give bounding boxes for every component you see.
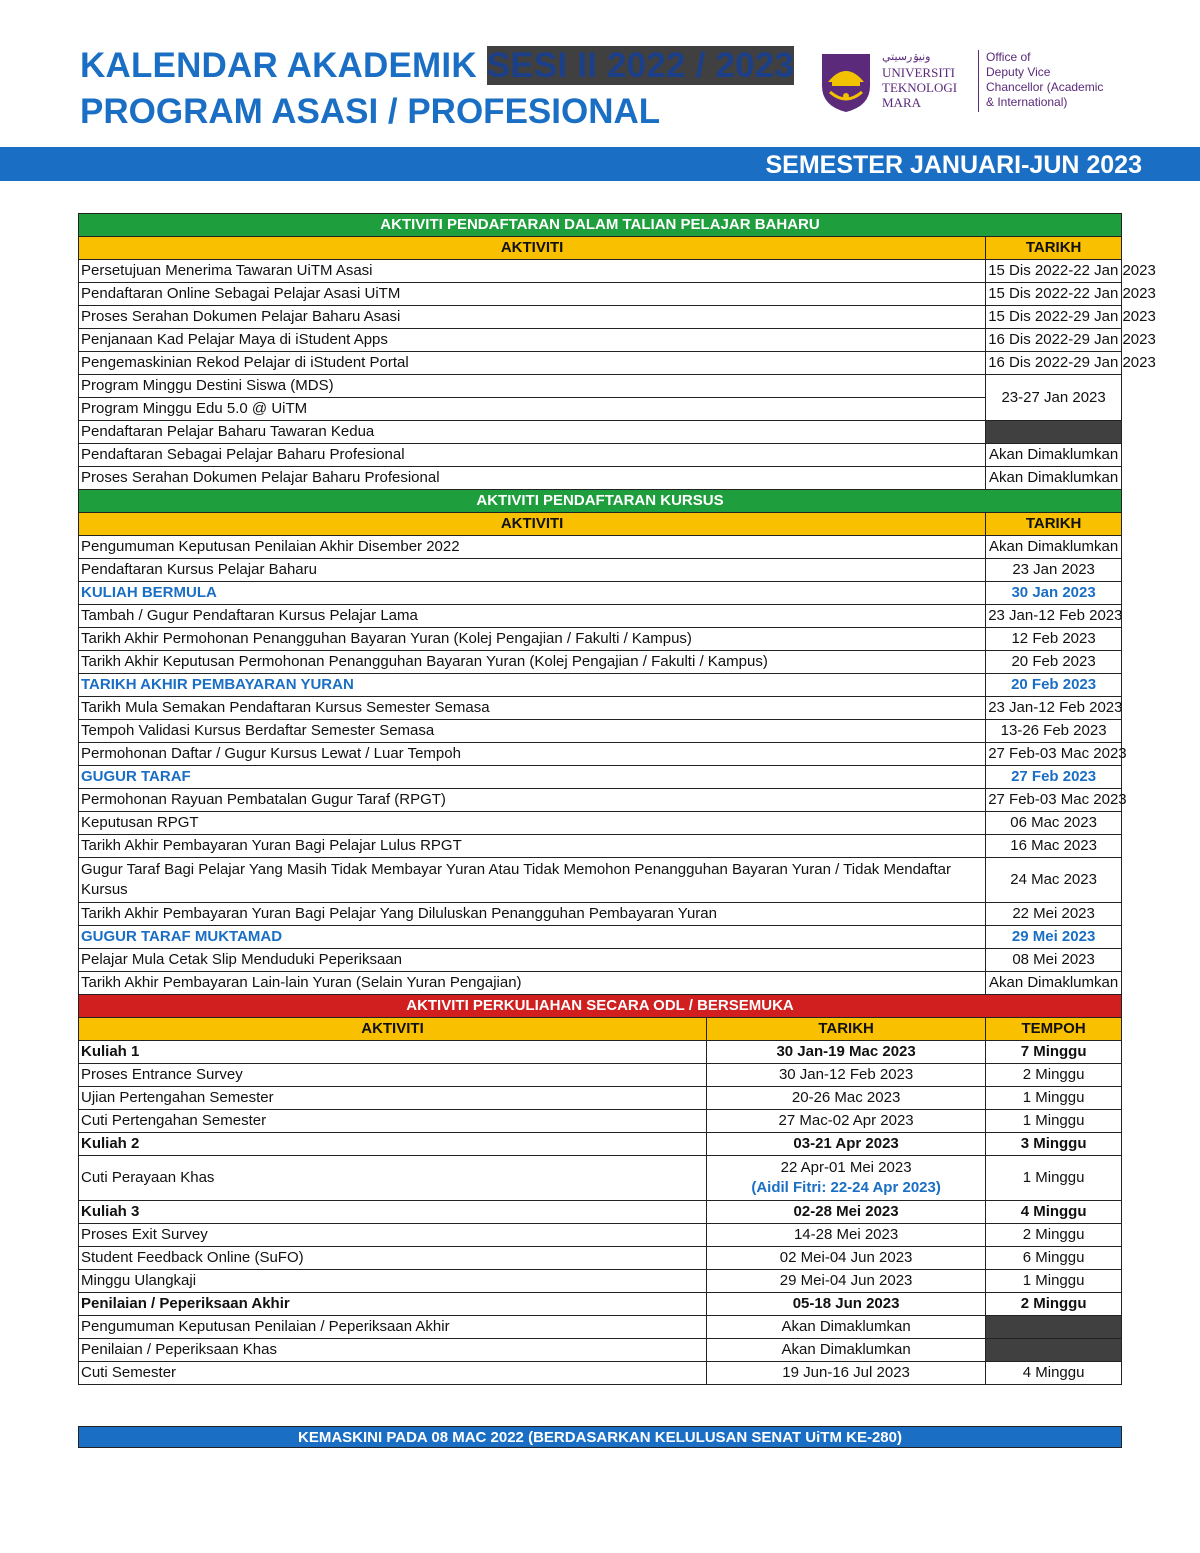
page-subtitle: PROGRAM ASASI / PROFESIONAL — [80, 92, 661, 131]
semester-banner — [0, 147, 1200, 181]
section-header-row — [79, 214, 1122, 237]
activity-cell: Kuliah 1 — [79, 1041, 707, 1064]
activity-cell: Cuti Pertengahan Semester — [79, 1110, 707, 1133]
activity-cell: Minggu Ulangkaji — [79, 1270, 707, 1293]
date-cell: 27 Feb 2023 — [986, 766, 1122, 789]
activity-cell: Pelajar Mula Cetak Slip Menduduki Peperiksaan — [79, 949, 986, 972]
table-row — [79, 444, 1122, 467]
table-row — [79, 674, 1122, 697]
office-name — [986, 50, 1103, 110]
table-row — [79, 1041, 1122, 1064]
date-cell: 15 Dis 2022-22 Jan 2023 — [986, 283, 1122, 306]
title-part-a: KALENDAR AKADEMIK — [80, 46, 477, 85]
activity-cell: Proses Serahan Dokumen Pelajar Baharu Asasi — [79, 306, 986, 329]
column-header-duration: TEMPOH — [986, 1018, 1122, 1041]
duration-cell-blank — [986, 1316, 1122, 1339]
date-cell: 16 Mac 2023 — [986, 835, 1122, 858]
date-cell: 15 Dis 2022-29 Jan 2023 — [986, 306, 1122, 329]
table-row — [79, 283, 1122, 306]
festive-date: 22 Apr-01 Mei 2023 — [780, 1159, 912, 1176]
table-row — [79, 1133, 1122, 1156]
calendar-body — [79, 214, 1156, 1385]
activity-cell: Pengumuman Keputusan Penilaian / Peperiksaan Akhir — [79, 1316, 707, 1339]
university-name — [882, 50, 957, 110]
activity-cell: Proses Entrance Survey — [79, 1064, 707, 1087]
date-cell: 14-28 Mei 2023 — [706, 1224, 985, 1247]
date-cell: 20-26 Mac 2023 — [706, 1087, 985, 1110]
date-cell: 12 Feb 2023 — [986, 628, 1122, 651]
date-cell: 08 Mei 2023 — [986, 949, 1122, 972]
activity-cell: Cuti Perayaan Khas — [79, 1156, 707, 1201]
date-cell: 03-21 Apr 2023 — [706, 1133, 985, 1156]
date-cell — [706, 1156, 985, 1201]
activity-cell: Proses Serahan Dokumen Pelajar Baharu Profesional — [79, 467, 986, 490]
date-cell: 15 Dis 2022-22 Jan 2023 — [986, 260, 1122, 283]
duration-cell: 2 Minggu — [986, 1064, 1122, 1087]
table-row — [79, 352, 1122, 375]
activity-cell: Penilaian / Peperiksaan Khas — [79, 1339, 707, 1362]
activity-cell: Pengumuman Keputusan Penilaian Akhir Disember 2022 — [79, 536, 986, 559]
activity-cell: Persetujuan Menerima Tawaran UiTM Asasi — [79, 260, 986, 283]
activity-cell: Tarikh Akhir Pembayaran Yuran Bagi Pelajar Lulus RPGT — [79, 835, 986, 858]
date-cell: 30 Jan-19 Mac 2023 — [706, 1041, 985, 1064]
table-row — [79, 1270, 1122, 1293]
table-row — [79, 375, 1122, 398]
table-row — [79, 1224, 1122, 1247]
date-cell: Akan Dimaklumkan — [986, 467, 1122, 490]
duration-cell: 3 Minggu — [986, 1133, 1122, 1156]
duration-cell: 2 Minggu — [986, 1293, 1122, 1316]
date-cell: 27 Feb-03 Mac 2023 — [986, 789, 1122, 812]
activity-cell: Pendaftaran Pelajar Baharu Tawaran Kedua — [79, 421, 986, 444]
section-header-row — [79, 490, 1122, 513]
column-header-row — [79, 237, 1122, 260]
update-footer: KEMASKINI PADA 08 MAC 2022 (BERDASARKAN KELULUSAN SENAT UiTM KE-280) — [78, 1426, 1122, 1448]
section-title: AKTIVITI PENDAFTARAN DALAM TALIAN PELAJAR BAHARU — [79, 214, 1122, 237]
activity-cell: Permohonan Rayuan Pembatalan Gugur Taraf (RPGT) — [79, 789, 986, 812]
activity-cell: Program Minggu Destini Siswa (MDS) — [79, 375, 986, 398]
table-row — [79, 536, 1122, 559]
activity-cell: Program Minggu Edu 5.0 @ UiTM — [79, 398, 986, 421]
date-cell: Akan Dimaklumkan — [986, 444, 1122, 467]
table-row — [79, 1247, 1122, 1270]
office-name-line: Office of — [986, 50, 1031, 64]
duration-cell: 2 Minggu — [986, 1224, 1122, 1247]
table-row — [79, 1110, 1122, 1133]
activity-cell: Pendaftaran Online Sebagai Pelajar Asasi UiTM — [79, 283, 986, 306]
table-row — [79, 743, 1122, 766]
table-row — [79, 1201, 1122, 1224]
activity-cell: Kuliah 2 — [79, 1133, 707, 1156]
activity-cell: Pendaftaran Kursus Pelajar Baharu — [79, 559, 986, 582]
table-row — [79, 789, 1122, 812]
activity-cell: Tarikh Akhir Pembayaran Yuran Bagi Pelajar Yang Diluluskan Penangguhan Pembayaran Yuran — [79, 903, 986, 926]
university-name-line: MARA — [882, 95, 922, 110]
table-row — [79, 835, 1122, 858]
date-cell: Akan Dimaklumkan — [986, 972, 1122, 995]
activity-cell: Cuti Semester — [79, 1362, 707, 1385]
duration-cell: 1 Minggu — [986, 1087, 1122, 1110]
duration-cell: 1 Minggu — [986, 1110, 1122, 1133]
table-row — [79, 467, 1122, 490]
table-row — [79, 720, 1122, 743]
date-cell: 23-27 Jan 2023 — [986, 375, 1122, 421]
column-header-row — [79, 513, 1122, 536]
activity-cell: Pendaftaran Sebagai Pelajar Baharu Profesional — [79, 444, 986, 467]
activity-cell: Tempoh Validasi Kursus Berdaftar Semester Semasa — [79, 720, 986, 743]
table-row — [79, 1316, 1122, 1339]
title-part-b: SESI II 2022 / 2023 — [486, 46, 795, 85]
column-header-date: TARIKH — [706, 1018, 985, 1041]
date-cell: 20 Feb 2023 — [986, 674, 1122, 697]
duration-cell: 6 Minggu — [986, 1247, 1122, 1270]
activity-cell: GUGUR TARAF MUKTAMAD — [79, 926, 986, 949]
table-row — [79, 306, 1122, 329]
uitm-logo — [820, 48, 1120, 118]
uitm-crest-icon — [820, 52, 872, 114]
date-cell: 23 Jan-12 Feb 2023 — [986, 697, 1122, 720]
table-row — [79, 972, 1122, 995]
table-row — [79, 421, 1122, 444]
table-row — [79, 949, 1122, 972]
table-row — [79, 398, 1122, 421]
table-row — [79, 1087, 1122, 1110]
date-cell: Akan Dimaklumkan — [986, 536, 1122, 559]
column-header-row — [79, 1018, 1122, 1041]
date-cell: 19 Jun-16 Jul 2023 — [706, 1362, 985, 1385]
activity-cell: Tarikh Akhir Pembayaran Lain-lain Yuran (Selain Yuran Pengajian) — [79, 972, 986, 995]
activity-cell: Permohonan Daftar / Gugur Kursus Lewat / Luar Tempoh — [79, 743, 986, 766]
date-cell-blank — [986, 421, 1122, 444]
semester-banner-label: SEMESTER JANUARI-JUN 2023 — [765, 151, 1142, 179]
table-row — [79, 329, 1122, 352]
office-name-line: & International) — [986, 95, 1068, 109]
date-cell: 16 Dis 2022-29 Jan 2023 — [986, 352, 1122, 375]
date-cell: 27 Feb-03 Mac 2023 — [986, 743, 1122, 766]
date-cell: 23 Jan 2023 — [986, 559, 1122, 582]
date-cell: Akan Dimaklumkan — [706, 1316, 985, 1339]
table-row — [79, 697, 1122, 720]
university-name-line: TEKNOLOGI — [882, 80, 958, 95]
column-header-date: TARIKH — [986, 513, 1122, 536]
table-row — [79, 766, 1122, 789]
date-cell: 22 Mei 2023 — [986, 903, 1122, 926]
table-row — [79, 605, 1122, 628]
date-cell: 20 Feb 2023 — [986, 651, 1122, 674]
university-name-line: UNIVERSITI — [882, 65, 955, 80]
date-cell: 30 Jan 2023 — [986, 582, 1122, 605]
table-row — [79, 1293, 1122, 1316]
date-cell: Akan Dimaklumkan — [706, 1339, 985, 1362]
column-header-activity: AKTIVITI — [79, 1018, 707, 1041]
activity-cell: Proses Exit Survey — [79, 1224, 707, 1247]
date-cell: 29 Mei 2023 — [986, 926, 1122, 949]
date-cell: 02 Mei-04 Jun 2023 — [706, 1247, 985, 1270]
date-cell: 24 Mac 2023 — [986, 858, 1122, 903]
duration-cell: 4 Minggu — [986, 1362, 1122, 1385]
section-title: AKTIVITI PERKULIAHAN SECARA ODL / BERSEMUKA — [79, 995, 1122, 1018]
date-cell: 13-26 Feb 2023 — [986, 720, 1122, 743]
activity-cell: Pengemaskinian Rekod Pelajar di iStudent Portal — [79, 352, 986, 375]
date-cell: 06 Mac 2023 — [986, 812, 1122, 835]
column-header-activity: AKTIVITI — [79, 513, 986, 536]
university-name-arabic: ونيۏرسيتي — [882, 51, 931, 63]
table-row — [79, 858, 1122, 903]
column-header-date: TARIKH — [986, 237, 1122, 260]
date-cell: 27 Mac-02 Apr 2023 — [706, 1110, 985, 1133]
activity-cell: Gugur Taraf Bagi Pelajar Yang Masih Tidak Membayar Yuran Atau Tidak Memohon Penangguhan Bayaran Yuran / Tidak Mendaftar Kursus — [79, 858, 986, 903]
table-row — [79, 1362, 1122, 1385]
date-cell: 29 Mei-04 Jun 2023 — [706, 1270, 985, 1293]
date-cell: 23 Jan-12 Feb 2023 — [986, 605, 1122, 628]
duration-cell-blank — [986, 1339, 1122, 1362]
table-row — [79, 582, 1122, 605]
section-header-row — [79, 995, 1122, 1018]
date-cell: 30 Jan-12 Feb 2023 — [706, 1064, 985, 1087]
section-title: AKTIVITI PENDAFTARAN KURSUS — [79, 490, 1122, 513]
column-header-activity: AKTIVITI — [79, 237, 986, 260]
date-cell: 05-18 Jun 2023 — [706, 1293, 985, 1316]
activity-cell: Tambah / Gugur Pendaftaran Kursus Pelajar Lama — [79, 605, 986, 628]
activity-cell: Penjanaan Kad Pelajar Maya di iStudent Apps — [79, 329, 986, 352]
activity-cell: TARIKH AKHIR PEMBAYARAN YURAN — [79, 674, 986, 697]
activity-cell: Tarikh Akhir Keputusan Permohonan Penangguhan Bayaran Yuran (Kolej Pengajian / Fakulti / Kampus) — [79, 651, 986, 674]
table-row — [79, 1339, 1122, 1362]
activity-cell: Tarikh Akhir Permohonan Penangguhan Bayaran Yuran (Kolej Pengajian / Fakulti / Kampus) — [79, 628, 986, 651]
logo-divider — [978, 50, 979, 112]
activity-cell: GUGUR TARAF — [79, 766, 986, 789]
table-row — [79, 559, 1122, 582]
activity-cell: Tarikh Mula Semakan Pendaftaran Kursus Semester Semasa — [79, 697, 986, 720]
duration-cell: 4 Minggu — [986, 1201, 1122, 1224]
date-cell: 02-28 Mei 2023 — [706, 1201, 985, 1224]
office-name-line: Deputy Vice — [986, 65, 1051, 79]
office-name-line: Chancellor (Academic — [986, 80, 1104, 94]
activity-cell: Kuliah 3 — [79, 1201, 707, 1224]
table-row — [79, 812, 1122, 835]
activity-cell: Ujian Pertengahan Semester — [79, 1087, 707, 1110]
activity-cell: Keputusan RPGT — [79, 812, 986, 835]
page-title — [80, 46, 794, 86]
table-row — [79, 1156, 1122, 1201]
table-row — [79, 926, 1122, 949]
table-row — [79, 903, 1122, 926]
activity-cell: Penilaian / Peperiksaan Akhir — [79, 1293, 707, 1316]
activity-cell: Student Feedback Online (SuFO) — [79, 1247, 707, 1270]
activity-cell: KULIAH BERMULA — [79, 582, 986, 605]
table-row — [79, 628, 1122, 651]
date-cell: 16 Dis 2022-29 Jan 2023 — [986, 329, 1122, 352]
table-row — [79, 1064, 1122, 1087]
duration-cell: 1 Minggu — [986, 1156, 1122, 1201]
table-row — [79, 651, 1122, 674]
festive-note: (Aidil Fitri: 22-24 Apr 2023) — [751, 1179, 941, 1196]
duration-cell: 7 Minggu — [986, 1041, 1122, 1064]
duration-cell: 1 Minggu — [986, 1270, 1122, 1293]
calendar-table — [78, 213, 1156, 1385]
table-row — [79, 260, 1122, 283]
